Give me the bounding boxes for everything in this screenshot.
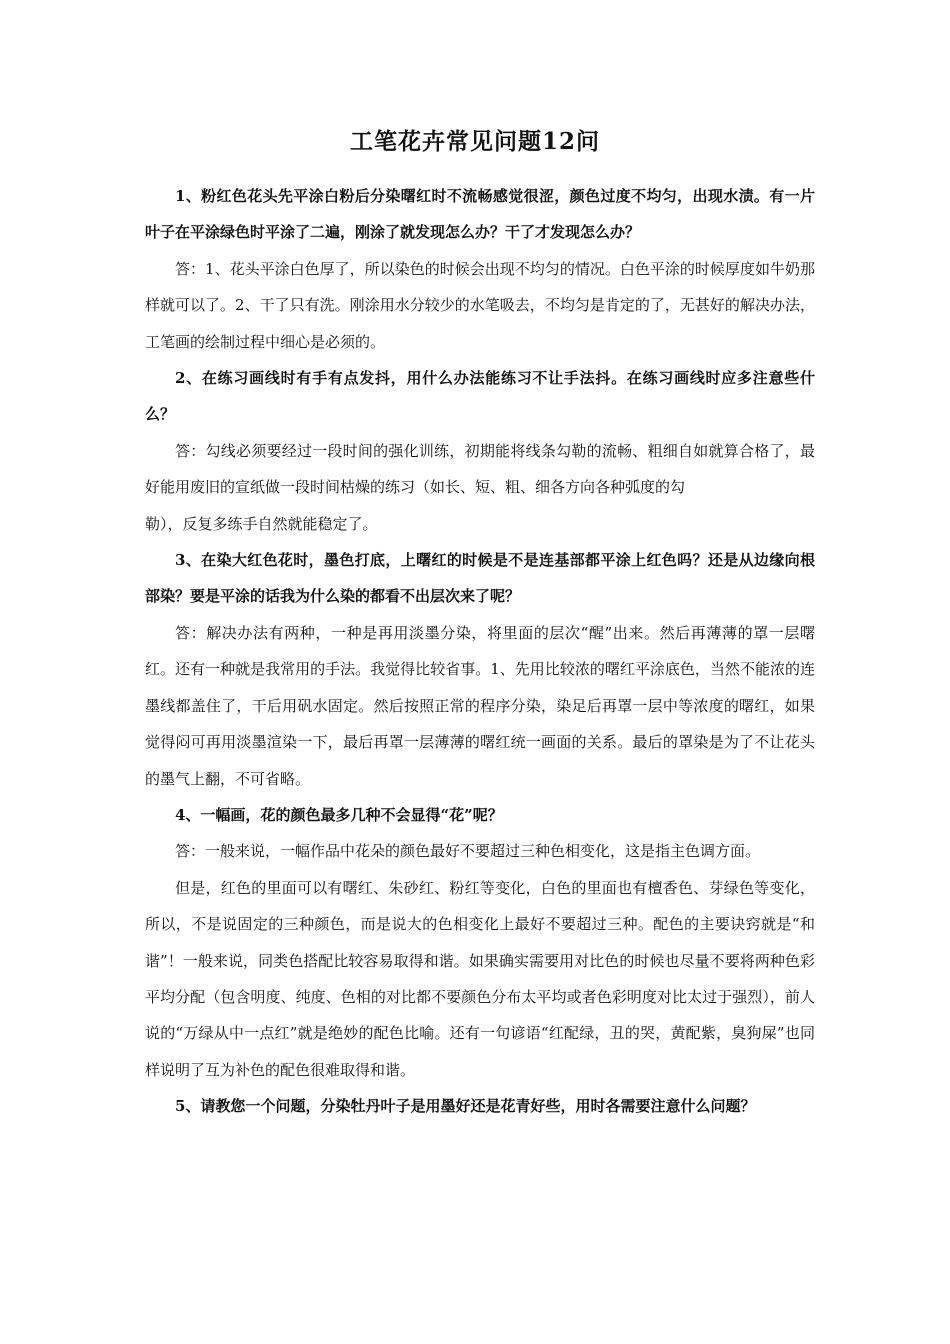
answer-4: 答：一般来说，一幅作品中花朵的颜色最好不要超过三种色相变化，这是指主色调方面。	[175, 842, 761, 861]
question-1: 1、粉红色花头先平涂白粉后分染曙红时不流畅感觉很涩，颜色过度不均匀，出现水渍。有一片叶子在平涂绿色时平涂了二遍，刚涂了就发现怎么办？干了才发现怎么办？	[145, 187, 815, 242]
question-5: 5、请教您一个问题，分染牡丹叶子是用墨好还是花青好些，用时各需要注意什么问题？	[175, 1097, 756, 1116]
answer-1: 答：1、花头平涂白色厚了，所以染色的时候会出现不均匀的情况。白色平涂的时候厚度如牛奶那样就可以了。2、干了只有洗。刚涂用水分较少的水笔吸去，不均匀是肯定的了，无甚好的解决办法，工笔画的绘制过程中细心是必须的。	[145, 259, 815, 351]
document-title: 工笔花卉常见问题12问	[349, 128, 600, 155]
question-3: 3、在染大红色花时，墨色打底，上曙红的时候是不是连基部都平涂上红色吗？还是从边缘向根部染？要是平涂的话我为什么染的都看不出层次来了呢？	[145, 551, 815, 606]
answer-2: 答：勾线必须要经过一段时间的强化训练，初期能将线条勾勒的流畅、粗细自如就算合格了，最好能用废旧的宣纸做一段时间枯燥的练习（如长、短、粗、细各方向各种弧度的勾	[145, 441, 815, 497]
question-2: 2、在练习画线时有手有点发抖，用什么办法能练习不让手法抖。在练习画线时应多注意些什么？	[145, 369, 815, 424]
question-4: 4、一幅画，花的颜色最多几种不会显得“花”呢？	[175, 805, 503, 824]
answer-2-continued: 勒），反复多练手自然就能稳定了。	[145, 514, 378, 533]
document-body	[145, 178, 815, 1125]
answer-4-part-2: 但是，红色的里面可以有曙红、朱砂红、粉红等变化，白色的里面也有檀香色、芽绿色等变化，所以，不是说固定的三种颜色，而是说大的色相变化上最好不要超过三种。配色的主要诀窍就是“和谐”！一般来说，同类色搭配比较容易取得和谐。如果确实需要用对比色的时候也尽量不要将两种色彩平均分配（包含明度、纯度、色相的对比都不要颜色分布太平均或者色彩明度对比太过于强烈），前人说的“万绿从中一点红”就是绝妙的配色比喻。还有一句谚语“红配绿，丑的哭，黄配紫，臭狗屎”也同样说明了互为补色的配色很难取得和谐。	[145, 878, 815, 1079]
answer-3: 答：解决办法有两种，一种是再用淡墨分染，将里面的层次“醒”出来。然后再薄薄的罩一层曙红。还有一种就是我常用的手法。我觉得比较省事。1、先用比较浓的曙红平涂底色，当然不能浓的连墨线都盖住了，干后用矾水固定。然后按照正常的程序分染，染足后再罩一层中等浓度的曙红，如果觉得闷可再用淡墨渲染一下，最后再罩一层薄薄的曙红统一画面的关系。最后的罩染是为了不让花头的墨气上翻，不可省略。	[145, 623, 815, 788]
